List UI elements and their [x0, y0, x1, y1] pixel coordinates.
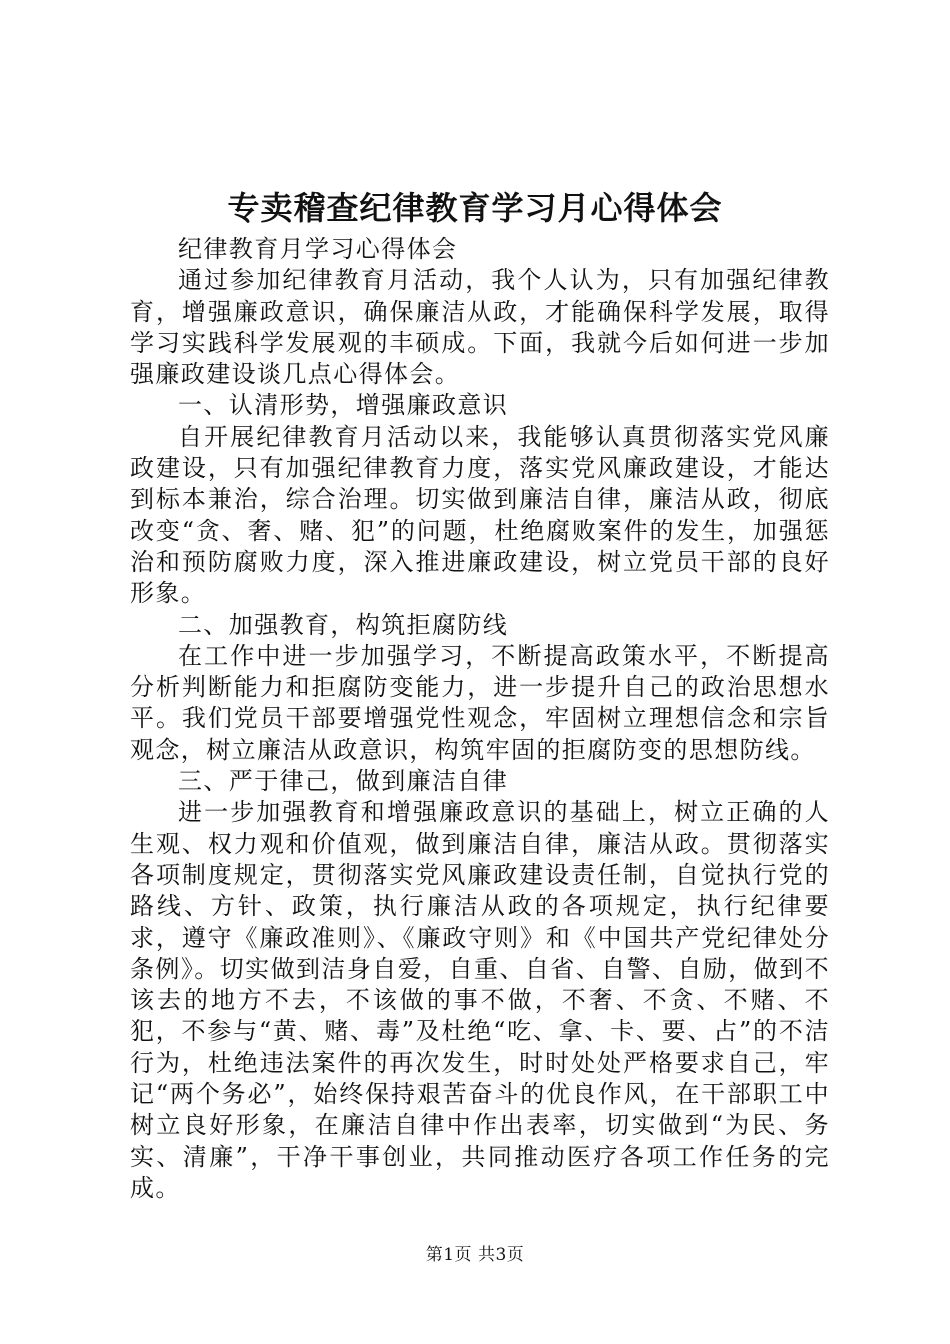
section-heading-3: 三、严于律己，做到廉洁自律: [178, 767, 509, 796]
intro-paragraph: 通过参加纪律教育月活动，我个人认为，只有加强纪律教育，增强廉政意识，确保廉洁从政，才能确保科学发展，取得学习实践科学发展观的丰硕成。下面，我就今后如何进一步加强廉政建设谈几点心得体会。: [130, 266, 830, 389]
document-body: [130, 234, 830, 1204]
section-paragraph-3: 进一步加强教育和增强廉政意识的基础上，树立正确的人生观、权力观和价值观，做到廉洁自律，廉洁从政。贯彻落实各项制度规定，贯彻落实党风廉政建设责任制，自觉执行党的路线、方针、政策，执行廉洁从政的各项规定，执行纪律要求，遵守《廉政准则》、《廉政守则》和《中国共产党纪律处分条例》。切实做到洁身自爱，自重、自省、自警、自励，做到不该去的地方不去，不该做的事不做，不奢、不贪、不赌、不犯，不参与“黄、赌、毒”及杜绝“吃、拿、卡、要、占”的不洁行为，杜绝违法案件的再次发生，时时处处严格要求自己，牢记“两个务必”，始终保持艰苦奋斗的优良作风，在干部职工中树立良好形象，在廉洁自律中作出表率，切实做到“为民、务实、清廉”，干净干事创业，共同推动医疗各项工作任务的完成。: [130, 798, 830, 1202]
section-heading-2: 二、加强教育，构筑拒腐防线: [178, 610, 509, 639]
section-paragraph-1: 自开展纪律教育月活动以来，我能够认真贯彻落实党风廉政建设，只有加强纪律教育力度，落实党风廉政建设，才能达到标本兼治，综合治理。切实做到廉洁自律，廉洁从政，彻底改变“贪、奢、赌、犯”的问题，杜绝腐败案件的发生，加强惩治和预防腐败力度，深入推进廉政建设，树立党员干部的良好形象。: [130, 422, 830, 608]
section-paragraph-2: 在工作中进一步加强学习，不断提高政策水平，不断提高分析判断能力和拒腐防变能力，进一步提升自己的政治思想水平。我们党员干部要增强党性观念，牢固树立理想信念和宗旨观念，树立廉洁从政意识，构筑牢固的拒腐防变的思想防线。: [130, 641, 830, 764]
section-heading-1: 一、认清形势，增强廉政意识: [178, 391, 509, 420]
page-number-footer: 第1页 共3页: [425, 1245, 525, 1265]
subtitle-paragraph: 纪律教育月学习心得体会: [178, 235, 458, 263]
document-title: 专卖稽查纪律教育学习月心得体会: [227, 189, 723, 227]
